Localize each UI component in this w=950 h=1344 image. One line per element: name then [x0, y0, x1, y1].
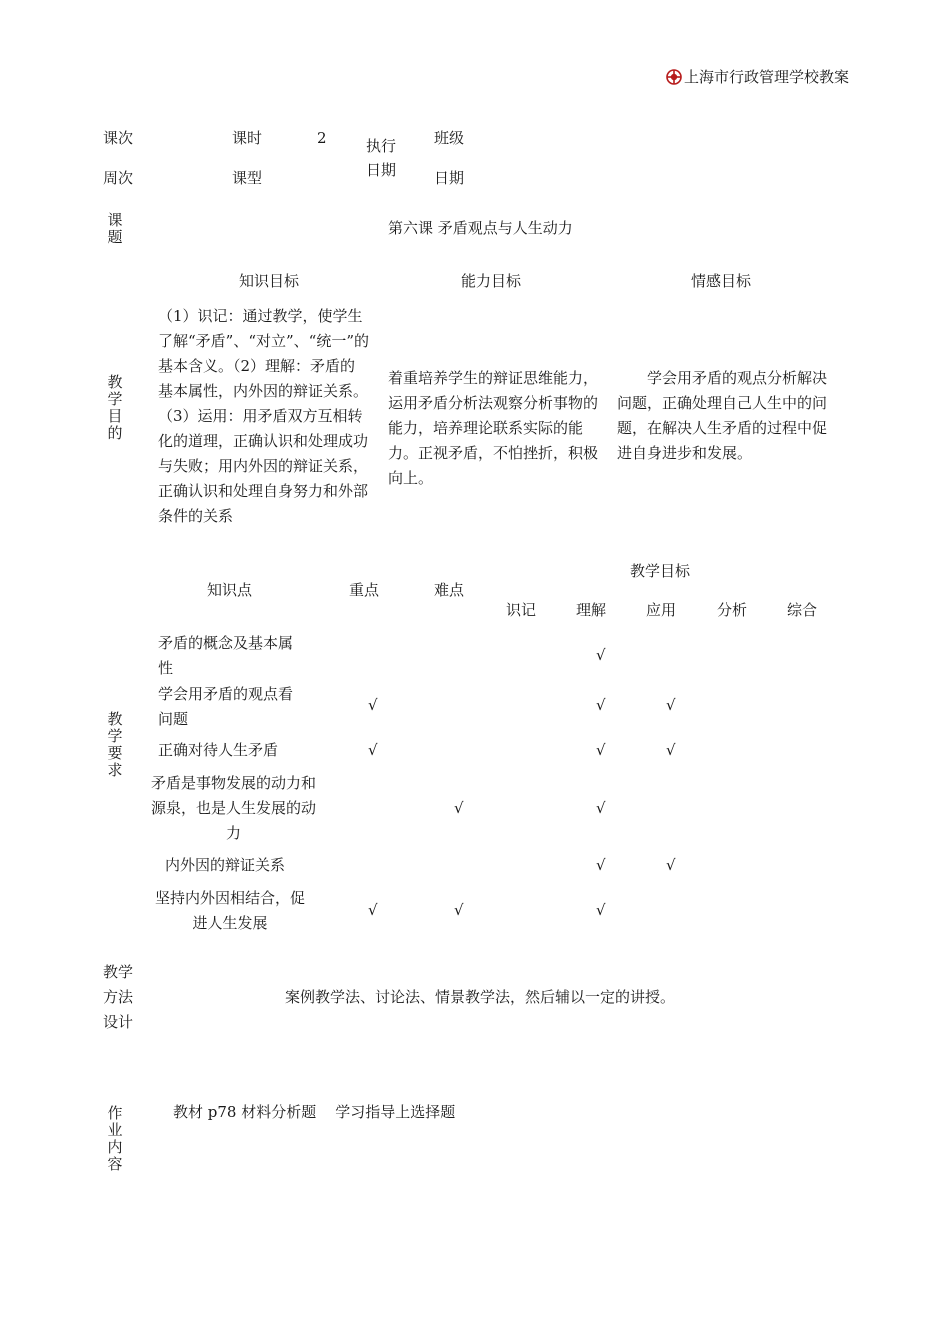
check-r2-understand: √ — [596, 696, 606, 714]
goal-col-apply: 应用 — [646, 601, 677, 619]
knowledge-point-2: 学会用矛盾的观点看问题 — [158, 685, 294, 728]
knowledge-goal-text: （1）识记：通过教学，使学生了解“矛盾”、“对立”、“统一”的基本含义。（2）理解：矛盾的基本属性，内外因的辩证关系。（3）运用：用矛盾双方互相转化的道理，正确认识和处理成功与失败；用内外因的辩证关系，正确认识和处理自身努力和外部条件的关系 — [158, 307, 370, 525]
emotion-goal-text: 学会用矛盾的观点分析解决问题，正确处理自己人生中的问题，在解决人生矛盾的过程中促进自身进步和发展。 — [617, 369, 828, 462]
knowledge-point-4: 矛盾是事物发展的动力和源泉，也是人生发展的动力 — [151, 774, 317, 842]
difficult-point-header: 难点 — [434, 581, 465, 599]
class-hours-value: 2 — [317, 129, 327, 147]
check-r3-apply: √ — [666, 741, 676, 759]
knowledge-point-5: 内外因的辩证关系 — [165, 856, 286, 874]
lesson-title: 第六课 矛盾观点与人生动力 — [388, 219, 573, 237]
emotion-goal-header: 情感目标 — [691, 272, 752, 290]
check-r2-key: √ — [368, 696, 378, 714]
class-label: 班级 — [434, 129, 465, 147]
check-r4-understand: √ — [596, 799, 606, 817]
goal-col-memorize: 识记 — [506, 601, 537, 619]
check-r3-key: √ — [368, 741, 378, 759]
lesson-type-label: 课型 — [232, 169, 263, 187]
check-r1-understand: √ — [596, 646, 606, 664]
check-r6-key: √ — [368, 901, 378, 919]
check-r5-apply: √ — [666, 856, 676, 874]
check-r6-difficult: √ — [454, 901, 464, 919]
requirements-label: 教学要求 — [107, 710, 123, 779]
check-r2-apply: √ — [666, 696, 676, 714]
knowledge-point-header: 知识点 — [207, 581, 253, 599]
check-r4-difficult: √ — [454, 799, 464, 817]
ability-goal-header: 能力目标 — [461, 272, 522, 290]
check-r6-understand: √ — [596, 901, 606, 919]
school-seal-icon — [666, 69, 682, 85]
key-point-header: 重点 — [349, 581, 380, 599]
method-text: 案例教学法、讨论法、情景教学法，然后辅以一定的讲授。 — [285, 988, 676, 1006]
school-header: 上海市行政管理学校教案 — [684, 68, 850, 86]
teaching-goal-header: 教学目标 — [630, 562, 691, 580]
check-r3-understand: √ — [596, 741, 606, 759]
goal-col-synthesize: 综合 — [787, 601, 818, 619]
week-label: 周次 — [103, 169, 134, 187]
knowledge-point-3: 正确对待人生矛盾 — [158, 741, 279, 759]
goal-col-analyze: 分析 — [717, 601, 748, 619]
date-label: 日期 — [434, 169, 465, 187]
knowledge-goal-header: 知识目标 — [239, 272, 300, 290]
objectives-label: 教学目的 — [107, 373, 123, 442]
knowledge-point-6: 坚持内外因相结合，促进人生发展 — [155, 889, 306, 932]
homework-text: 教材 p78 材料分析题 学习指导上选择题 — [173, 1103, 456, 1121]
execution-date-label: 执行日期 — [366, 137, 397, 179]
goal-col-understand: 理解 — [576, 601, 607, 619]
homework-label: 作业内容 — [107, 1104, 123, 1173]
knowledge-point-1: 矛盾的概念及基本属性 — [158, 634, 294, 677]
ability-goal-text: 着重培养学生的辩证思维能力，运用矛盾分析法观察分析事物的能力，培养理论联系实际的能力。正视矛盾，不怕挫折，积极向上。 — [388, 369, 599, 487]
lesson-number-label: 课次 — [103, 129, 134, 147]
topic-label: 课题 — [107, 211, 123, 246]
method-label: 教学方法设计 — [103, 963, 134, 1031]
check-r5-understand: √ — [596, 856, 606, 874]
class-hours-label: 课时 — [232, 129, 263, 147]
